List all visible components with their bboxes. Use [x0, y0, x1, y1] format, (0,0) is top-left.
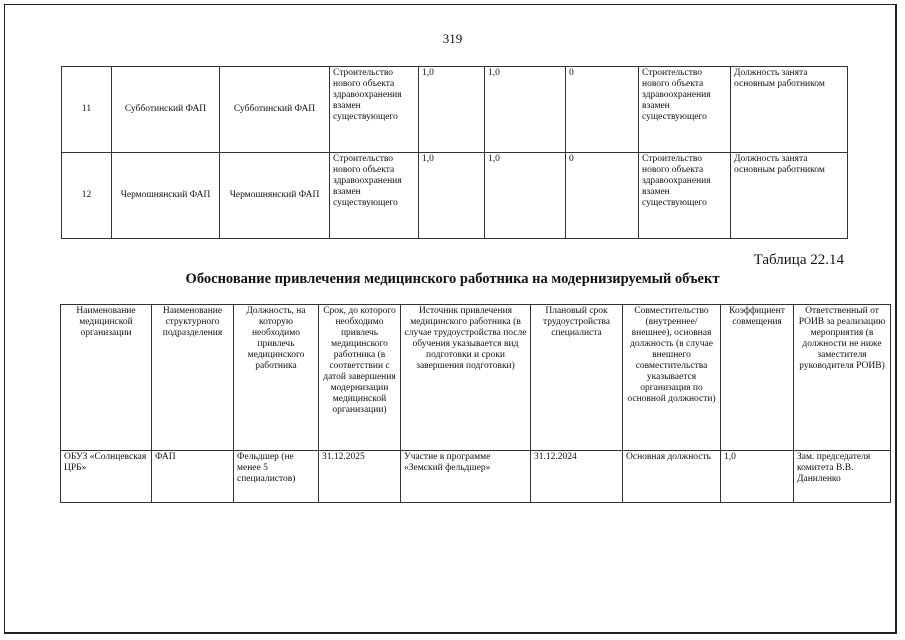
unit-name: Субботинский ФАП — [220, 67, 330, 153]
work-type: Строительство нового объекта здравоохранения взамен существующего — [330, 153, 419, 239]
position: Фельдшер (не менее 5 специалистов) — [234, 451, 319, 503]
column-header: Наименование медицинской организации — [61, 305, 152, 451]
header-row — [61, 305, 891, 451]
page-number: 319 — [442, 31, 463, 46]
row-number: 11 — [62, 67, 112, 153]
work-type: Строительство нового объекта здравоохранения взамен существующего — [330, 67, 419, 153]
column-header: Совместительство (внутреннее/внешнее), основная должность (в случае внешнего совместительства указывается организация по основной должности) — [623, 305, 721, 451]
deadline: 31.12.2025 — [319, 451, 401, 503]
planned-date: 31.12.2024 — [531, 451, 623, 503]
column-header: Плановый срок трудоустройства специалиста — [531, 305, 623, 451]
note: Должность занята основным работником — [731, 153, 848, 239]
table-row — [61, 451, 891, 503]
organization-name: ОБУЗ «Солнцевская ЦРБ» — [61, 451, 152, 503]
note: Должность занята основным работником — [731, 67, 848, 153]
value-3: 0 — [566, 67, 639, 153]
value-2: 1,0 — [485, 153, 566, 239]
unit-name: ФАП — [152, 451, 234, 503]
recruitment-source: Участие в программе «Земский фельдшер» — [401, 451, 531, 503]
continuation-table — [61, 66, 848, 239]
value-1: 1,0 — [419, 67, 485, 153]
value-2: 1,0 — [485, 67, 566, 153]
row-number: 12 — [62, 153, 112, 239]
organization-name: Чермошнянский ФАП — [112, 153, 220, 239]
recruitment-table — [60, 304, 891, 503]
value-1: 1,0 — [419, 153, 485, 239]
table-row — [62, 153, 848, 239]
organization-name: Субботинский ФАП — [112, 67, 220, 153]
column-header: Источник привлечения медицинского работника (в случае трудоустройства после обучения указывается вид подготовки и сроки завершения подготовки) — [401, 305, 531, 451]
responsible-person: Зам. председателя комитета В.В. Даниленко — [794, 451, 891, 503]
work-type-2: Строительство нового объекта здравоохранения взамен существующего — [639, 67, 731, 153]
combination-type: Основная должность — [623, 451, 721, 503]
table-caption: Таблица 22.14 — [753, 252, 844, 268]
column-header: Срок, до которого необходимо привлечь медицинского работника (в соответствии с датой завершения модернизации медицинской организации) — [319, 305, 401, 451]
work-type-2: Строительство нового объекта здравоохранения взамен существующего — [639, 153, 731, 239]
table-title: Обоснование привлечения медицинского работника на модернизируемый объект — [185, 271, 720, 287]
value-3: 0 — [566, 153, 639, 239]
column-header: Должность, на которую необходимо привлечь медицинского работника — [234, 305, 319, 451]
column-header: Ответственный от РОИВ за реализацию мероприятия (в должности не ниже заместителя руководителя РОИВ) — [794, 305, 891, 451]
column-header: Наименование структурного подразделения — [152, 305, 234, 451]
table-row — [62, 67, 848, 153]
combination-coefficient: 1,0 — [721, 451, 794, 503]
column-header: Коэффициент совмещения — [721, 305, 794, 451]
unit-name: Чермошнянский ФАП — [220, 153, 330, 239]
